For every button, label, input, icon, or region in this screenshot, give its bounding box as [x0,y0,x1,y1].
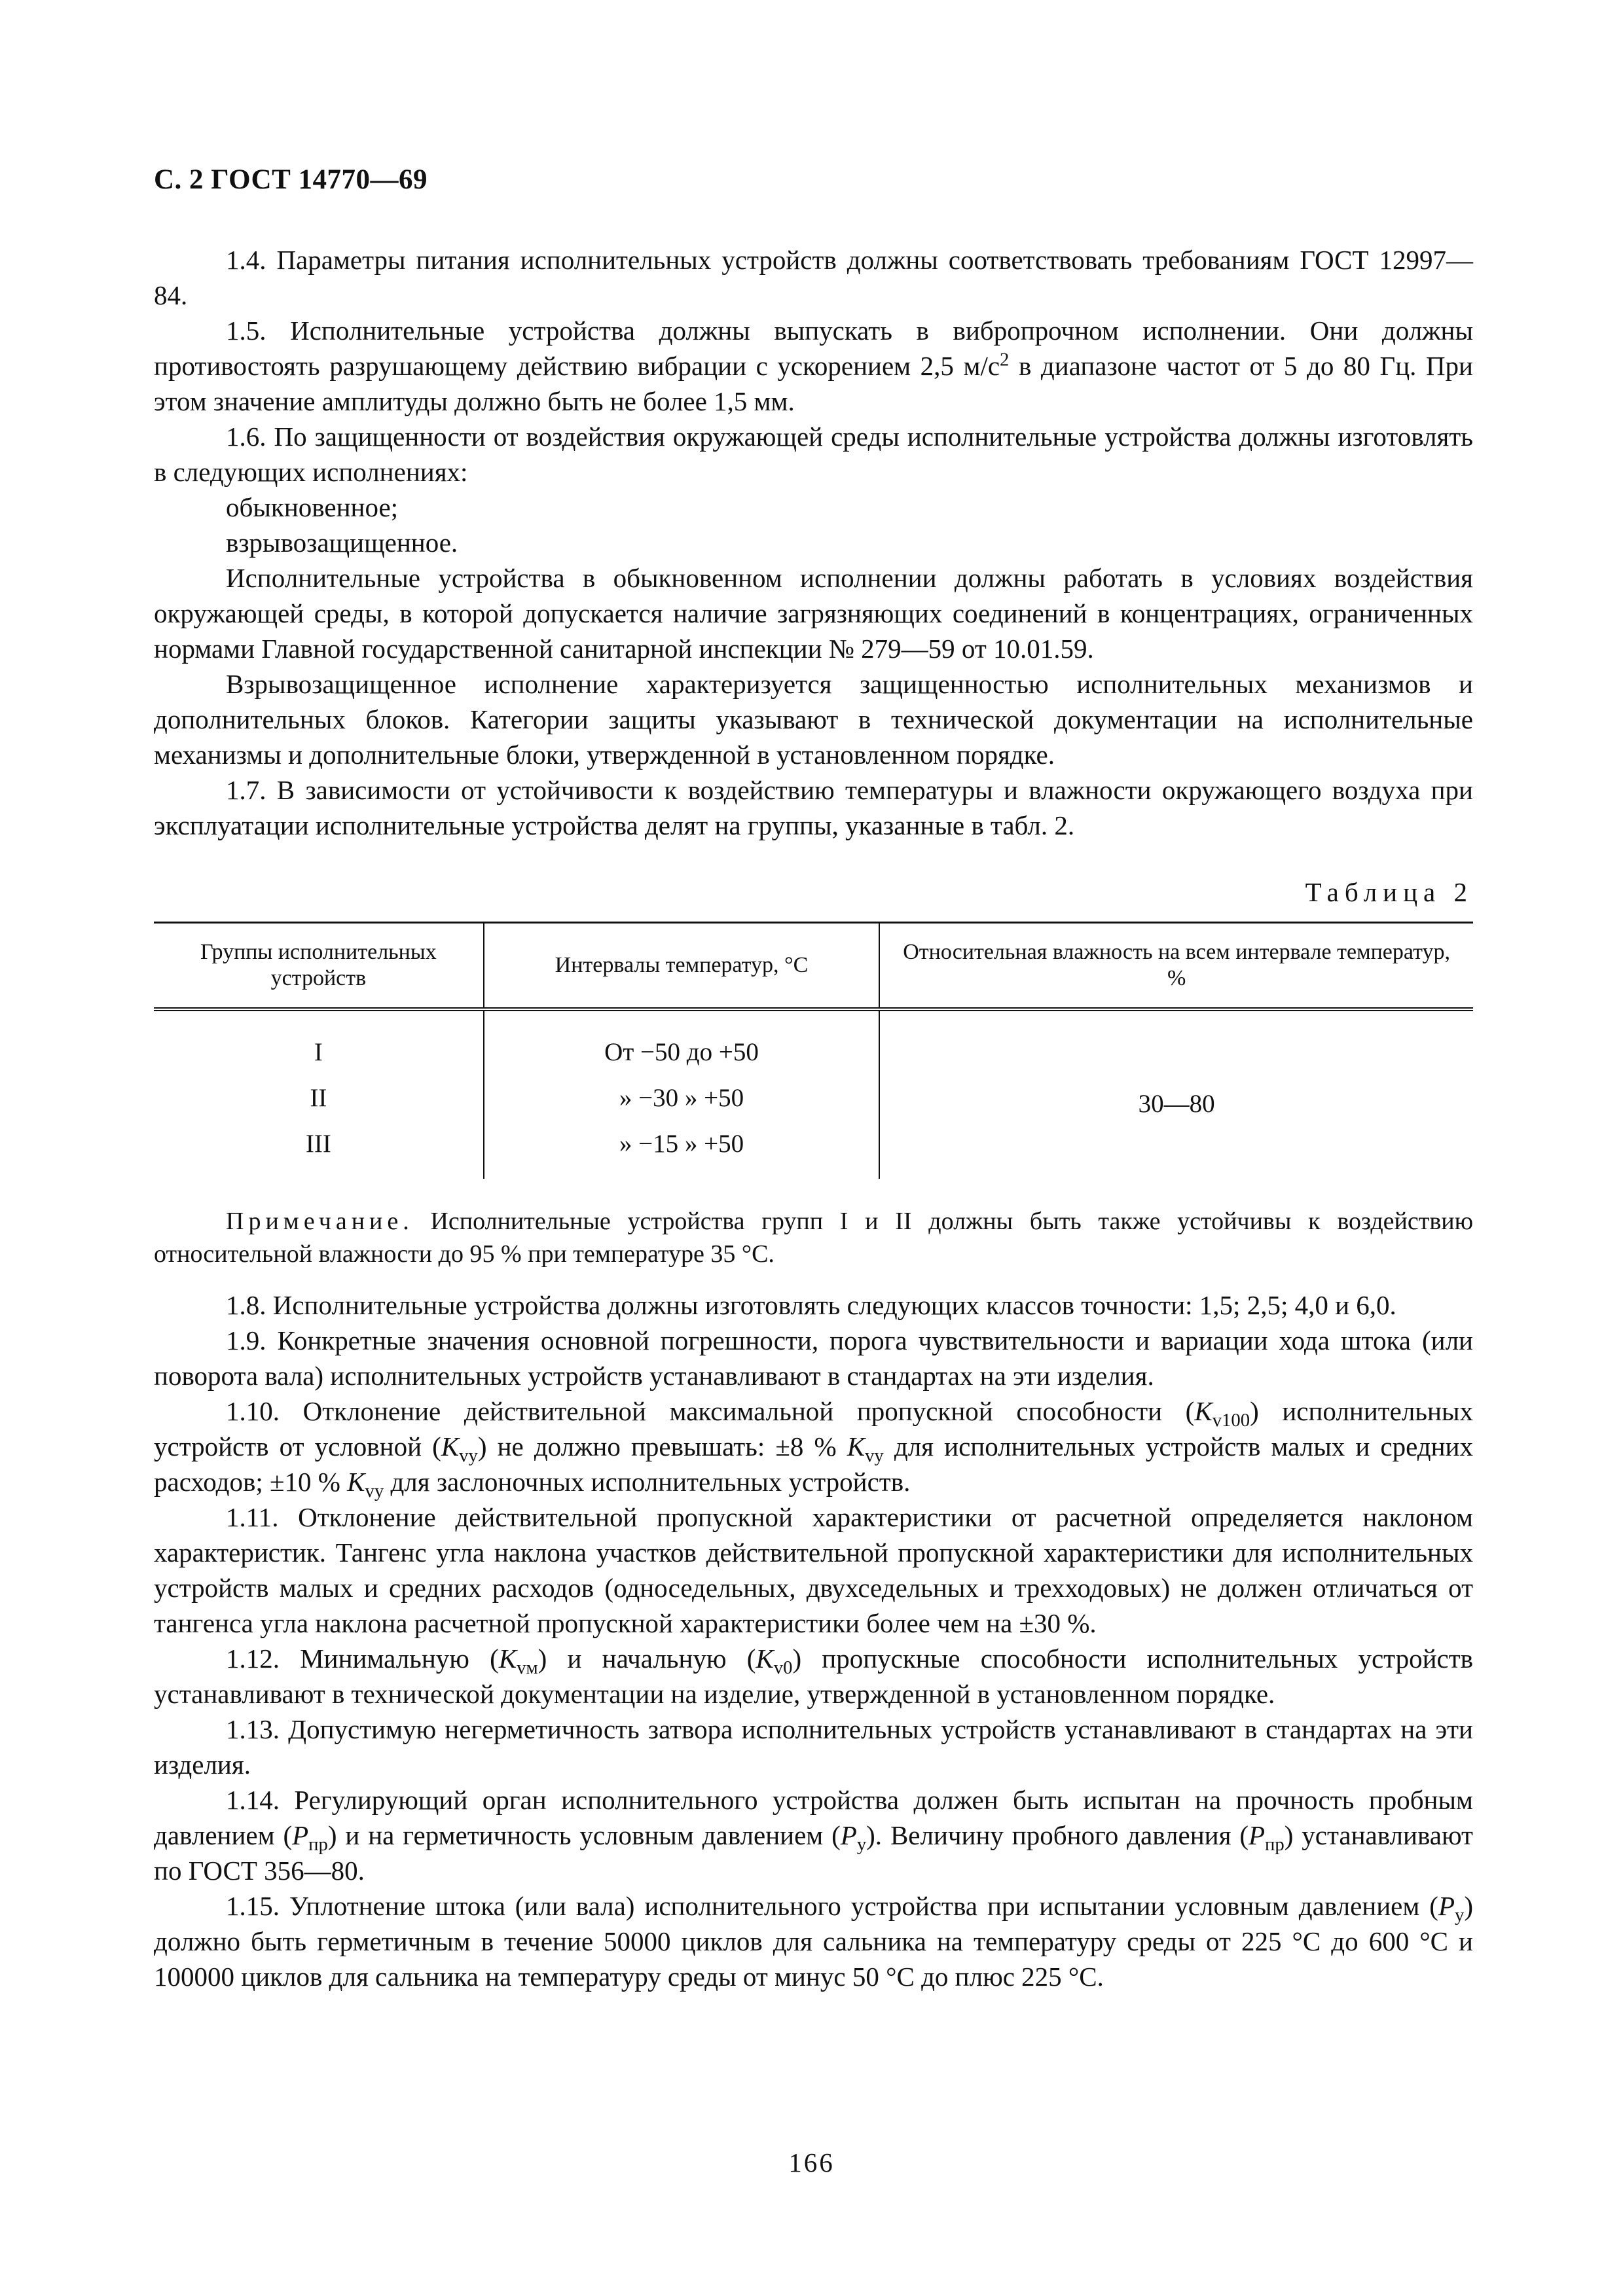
paragraph-1-4: 1.4. Параметры питания исполнительных устройств должны соответствовать требованиям ГОСТ 12997—84. [154,245,1473,310]
column-header-temperature: Интервалы температур, °С [484,923,880,1010]
subscript: vy [865,1445,884,1467]
symbol-k: K [1194,1396,1213,1426]
cell-humidity: 30—80 [879,1009,1473,1179]
cell-group: III [305,1130,331,1158]
paragraph-1-14 [154,1782,1473,1888]
paragraph-text: ) пропускные способности исполнительных устройств устанавливают в технической документации на изделие, утвержденной в установленном порядке. [154,1643,1473,1709]
table-row [154,1009,1473,1075]
paragraph-text: 1.5. Исполнительные устройства должны выпускать в вибропрочном исполнении. Они должны противостоять разрушающему действию вибрации с ускорением 2,5 м/с [154,315,1473,381]
paragraph-1-10 [154,1393,1473,1502]
subscript: пр [1265,1834,1285,1856]
cell-interval: » −15 » +50 [484,1121,880,1179]
paragraph-text: ). Величину пробного давления ( [866,1820,1249,1850]
paragraph-text: ) устанавливают по ГОСТ 356—80. [154,1820,1473,1886]
subscript: vy [459,1445,478,1467]
page-number: 166 [788,2147,835,2178]
paragraph-text: 1.12. Минимальную ( [226,1643,499,1674]
paragraph-text: ) должно быть герметичным в течение 50000 циклов для сальника на температуру среды от 225 °С до 600 °С и 100000 циклов для сальника на температуру среды от минус 50 °С до плюс 225 °С. [154,1891,1473,1992]
table-2 [154,922,1473,1179]
table-note [154,1205,1473,1270]
paragraph-text: 1.15. Уплотнение штока (или вала) исполнительного устройства при испытании условным давлением ( [226,1891,1438,1921]
symbol-k: K [498,1643,517,1674]
symbol-k: K [756,1643,774,1674]
document-body [154,242,1473,1994]
paragraph-text: 1.10. Отклонение действительной максимальной пропускной способности ( [226,1396,1195,1426]
subscript: v0 [773,1657,793,1679]
paragraph-1-6-ordinary: Исполнительные устройства в обыкновенном исполнении должны работать в условиях воздействия окружающей среды, в которой допускается наличие загрязняющих соединений в концентрациях, ограниченных нормами Главной государственной санитарной инспекции № 279—59 от 10.01.59. [154,563,1473,664]
paragraph-1-15 [154,1888,1473,1994]
cell-group: II [310,1084,327,1112]
column-header-groups: Группы исполнительных устройств [154,923,484,1010]
subscript: vм [517,1657,538,1679]
table-header-row [154,923,1473,1010]
superscript: 2 [1000,349,1010,370]
symbol-k: K [441,1431,460,1462]
paragraph-text: в диапазоне частот от 5 до 80 Гц. При этом значение амплитуды должно быть не более 1,5 мм. [154,351,1474,416]
subscript: у [1455,1905,1465,1926]
paragraph-1-11: 1.11. Отклонение действительной пропускной характеристики от расчетной определяется наклоном характеристик. Тангенс угла наклона участков действительной пропускной характеристики для исполнительных устройств малых и средних расходов (односедельных, двухседельных и трехходовых) не должен отличаться от тангенса угла наклона расчетной пропускной характеристики более чем на ±30 %. [154,1502,1473,1638]
paragraph-1-8: 1.8. Исполнительные устройства должны изготовлять следующих классов точности: 1,5; 2,5; 4,0 и 6,0. [226,1290,1396,1320]
column-header-humidity: Относительная влажность на всем интервале температур, % [879,923,1473,1010]
subscript: vy [365,1480,384,1502]
subscript: у [856,1834,867,1856]
symbol-p: P [292,1820,309,1850]
paragraph-1-7: 1.7. В зависимости от устойчивости к воздействию температуры и влажности окружающего воздуха при эксплуатации исполнительные устройства делят на группы, указанные в табл. 2. [154,775,1473,840]
paragraph-1-9: 1.9. Конкретные значения основной погрешности, порога чувствительности и вариации хода штока (или поворота вала) исполнительных устройств устанавливают в стандартах на эти изделия. [154,1325,1473,1391]
note-text: Исполнительные устройства групп I и II должны быть также устойчивы к воздействию относительной влажности до 95 % при температуре 35 °С. [154,1208,1473,1268]
subscript: пр [308,1834,328,1856]
symbol-p: P [1249,1820,1266,1850]
cell-interval: » −30 » +50 [484,1075,880,1121]
paragraph-text: 1.14. Регулирующий орган исполнительного устройства должен быть испытан на прочность пробным давлением ( [154,1785,1473,1850]
symbol-p: P [840,1820,857,1850]
table-caption: Таблица 2 [1305,877,1473,907]
paragraph-1-6-explosion-proof: Взрывозащищенное исполнение характеризуется защищенностью исполнительных механизмов и дополнительных блоков. Категории защиты указывают в технической документации на исполнительные механизмы и дополнительные блоки, утвержденной в установленном порядке. [154,669,1473,770]
cell-group: I [314,1038,323,1066]
paragraph-text: ) и на герметичность условным давлением ( [327,1820,841,1850]
paragraph-1-5 [154,313,1473,419]
paragraph-1-12 [154,1641,1473,1712]
symbol-k: K [847,1431,866,1462]
paragraph-text: ) не должно превышать: ±8 % [477,1431,847,1462]
note-label: Примечание. [226,1208,414,1235]
symbol-k: K [347,1467,365,1497]
list-item-explosion-proof: взрывозащищенное. [226,528,458,558]
paragraph-text: ) и начальную ( [538,1643,756,1674]
cell-interval: От −50 до +50 [484,1009,880,1075]
symbol-p: P [1438,1891,1455,1921]
paragraph-text: для исполнительных устройств малых и средних расходов; ±10 % [154,1431,1473,1497]
paragraph-text: ) исполнительных устройств от условной ( [154,1396,1473,1462]
subscript: v100 [1212,1410,1250,1431]
paragraph-1-13: 1.13. Допустимую негерметичность затвора исполнительных устройств устанавливают в стандартах на эти изделия. [154,1714,1473,1780]
page-header: С. 2 ГОСТ 14770—69 [154,164,428,195]
list-item-ordinary: обыкновенное; [226,492,399,522]
paragraph-1-6: 1.6. По защищенности от воздействия окружающей среды исполнительные устройства должны изготовлять в следующих исполнениях: [154,422,1473,487]
paragraph-text: для заслоночных исполнительных устройств. [384,1467,911,1497]
